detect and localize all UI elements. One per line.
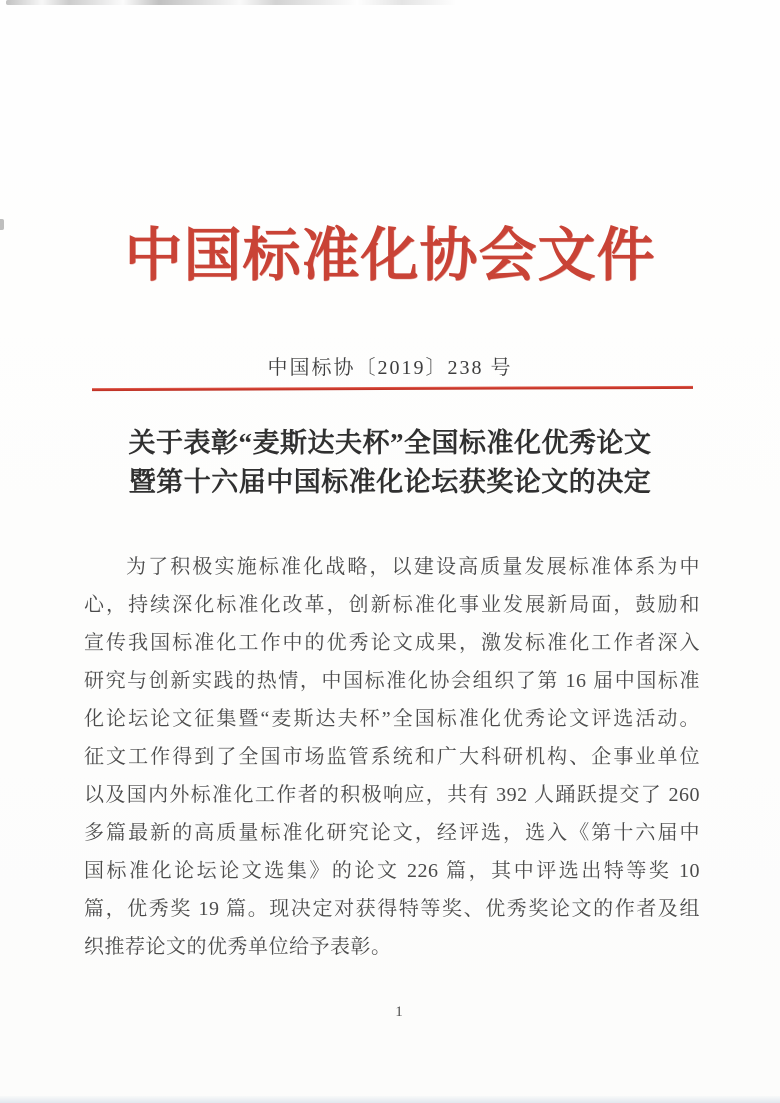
document-title-line1: 关于表彰“麦斯达夫杯”全国标准化优秀论文 [128,428,652,458]
letterhead-org-title: 中国标准化协会文件 [124,223,656,288]
body-line: 多篇最新的高质量标准化研究论文，经评选，选入《第十六届中 [84,822,700,844]
body-line: 织推荐论文的优秀单位给予表彰。 [84,936,392,958]
body-line: 以及国内外标准化工作者的积极响应，共有 392 人踊跃提交了 260 [84,784,700,806]
document-title-line2: 暨第十六届中国标准化论坛获奖论文的决定 [128,467,652,497]
body-line: 为了积极实施标准化战略，以建设高质量发展标准体系为中 [126,556,700,578]
body-paragraph [84,548,700,966]
body-line: 研究与创新实践的热情，中国标准化协会组织了第 16 届中国标准 [84,670,700,692]
body-line: 宣传我国标准化工作中的优秀论文成果，激发标准化工作者深入 [84,632,700,654]
document-title [0,424,780,502]
body-line: 心，持续深化标准化改革，创新标准化事业发展新局面，鼓励和 [84,594,700,616]
scan-artifact-bottom-band [0,1096,780,1103]
body-line: 篇，优秀奖 19 篇。现决定对获得特等奖、优秀奖论文的作者及组 [84,898,700,920]
page-number: 1 [395,1004,403,1020]
body-line: 化论坛论文征集暨“麦斯达夫杯”全国标准化优秀论文评选活动。 [84,708,700,730]
document-number: 中国标协〔2019〕238 号 [267,357,513,379]
body-line: 征文工作得到了全国市场监管系统和广大科研机构、企事业单位 [84,746,700,768]
body-line: 国标准化论坛论文选集》的论文 226 篇，其中评选出特等奖 10 [84,860,700,882]
scan-artifact-top-smudge [6,0,456,5]
